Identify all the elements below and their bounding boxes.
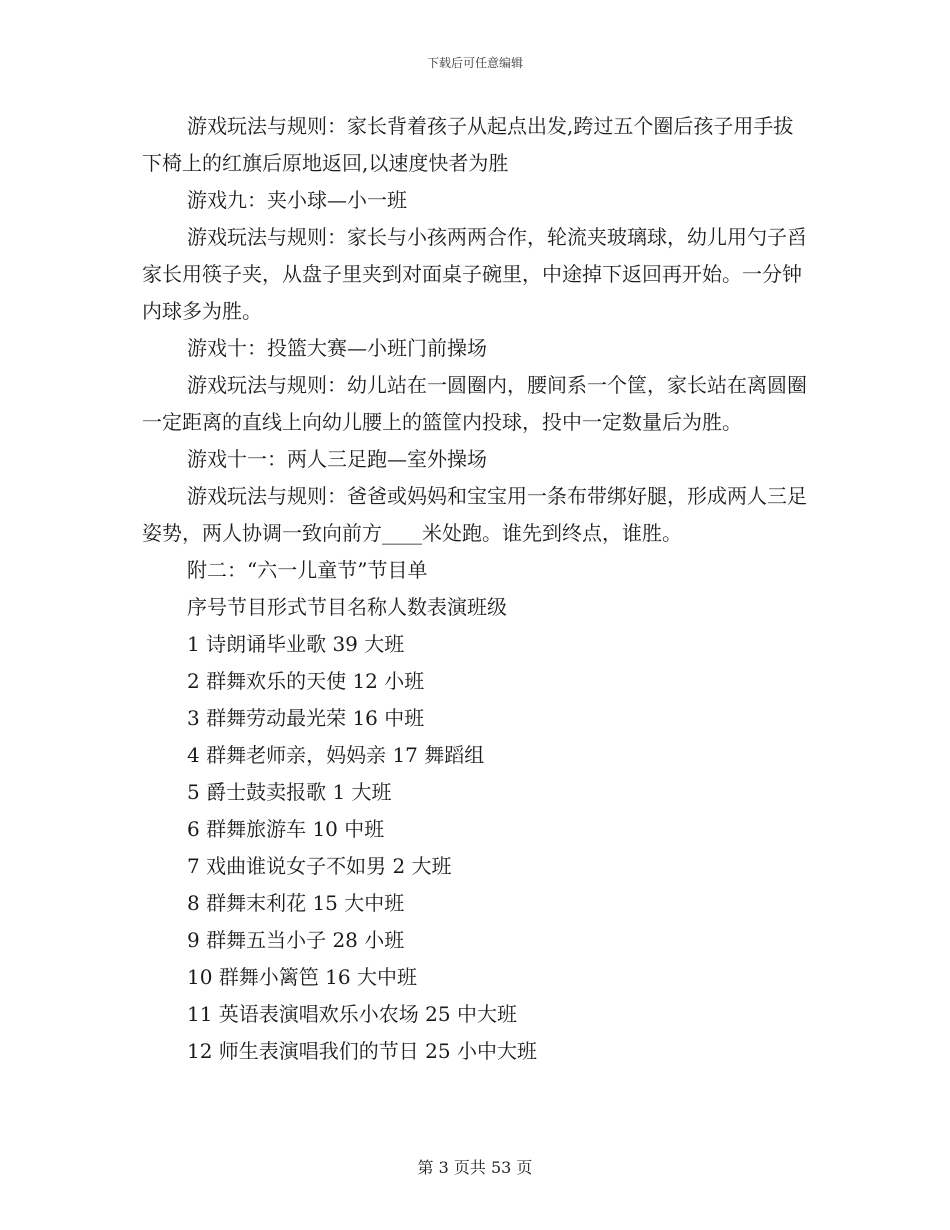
program-table-header: 序号节目形式节目名称人数表演班级	[187, 595, 507, 619]
program-item: 11 英语表演唱欢乐小农场 25 中大班	[187, 1002, 517, 1026]
paragraph: 游戏十一：两人三足跑—室外操场	[187, 447, 487, 471]
program-item: 5 爵士鼓卖报歌 1 大班	[187, 780, 392, 804]
program-item: 6 群舞旅游车 10 中班	[187, 817, 385, 841]
program-item: 1 诗朗诵毕业歌 39 大班	[187, 632, 405, 656]
paragraph: 游戏玩法与规则：幼儿站在一圆圈内，腰间系一个筐，家长站在离圆圈一定距离的直线上向幼儿腰上的篮筐内投球，投中一定数量后为胜。	[142, 373, 807, 434]
paragraph: 游戏十：投篮大赛—小班门前操场	[187, 336, 487, 360]
program-item: 4 群舞老师亲，妈妈亲 17 舞蹈组	[187, 743, 485, 767]
paragraph: 游戏玩法与规则：家长背着孩子从起点出发,跨过五个圈后孩子用手拔下椅上的红旗后原地返回,以速度快者为胜	[142, 114, 794, 175]
paragraph: 游戏玩法与规则：家长与小孩两两合作，轮流夹玻璃球，幼儿用勺子舀家长用筷子夹，从盘子里夹到对面桌子碗里，中途掉下返回再开始。一分钟内球多为胜。	[142, 225, 807, 323]
program-item: 3 群舞劳动最光荣 16 中班	[187, 706, 425, 730]
program-item: 10 群舞小篱笆 16 大中班	[187, 965, 417, 989]
program-item: 8 群舞末利花 15 大中班	[187, 891, 405, 915]
paragraph: 游戏九：夹小球—小一班	[187, 188, 407, 212]
program-item: 7 戏曲谁说女子不如男 2 大班	[187, 854, 452, 878]
program-item: 9 群舞五当小子 28 小班	[187, 928, 405, 952]
section-heading: 附二：“六一儿童节”节目单	[187, 558, 428, 582]
page-number: 第 3 页共 53 页	[417, 1158, 533, 1177]
header-note: 下载后可任意编辑	[426, 56, 523, 70]
program-item: 2 群舞欢乐的天使 12 小班	[187, 669, 425, 693]
program-item: 12 师生表演唱我们的节日 25 小中大班	[187, 1039, 537, 1063]
paragraph: 游戏玩法与规则：爸爸或妈妈和宝宝用一条布带绑好腿，形成两人三足姿势，两人协调一致向前方____米处跑。谁先到终点，谁胜。	[142, 484, 807, 545]
document-body	[142, 108, 810, 1070]
